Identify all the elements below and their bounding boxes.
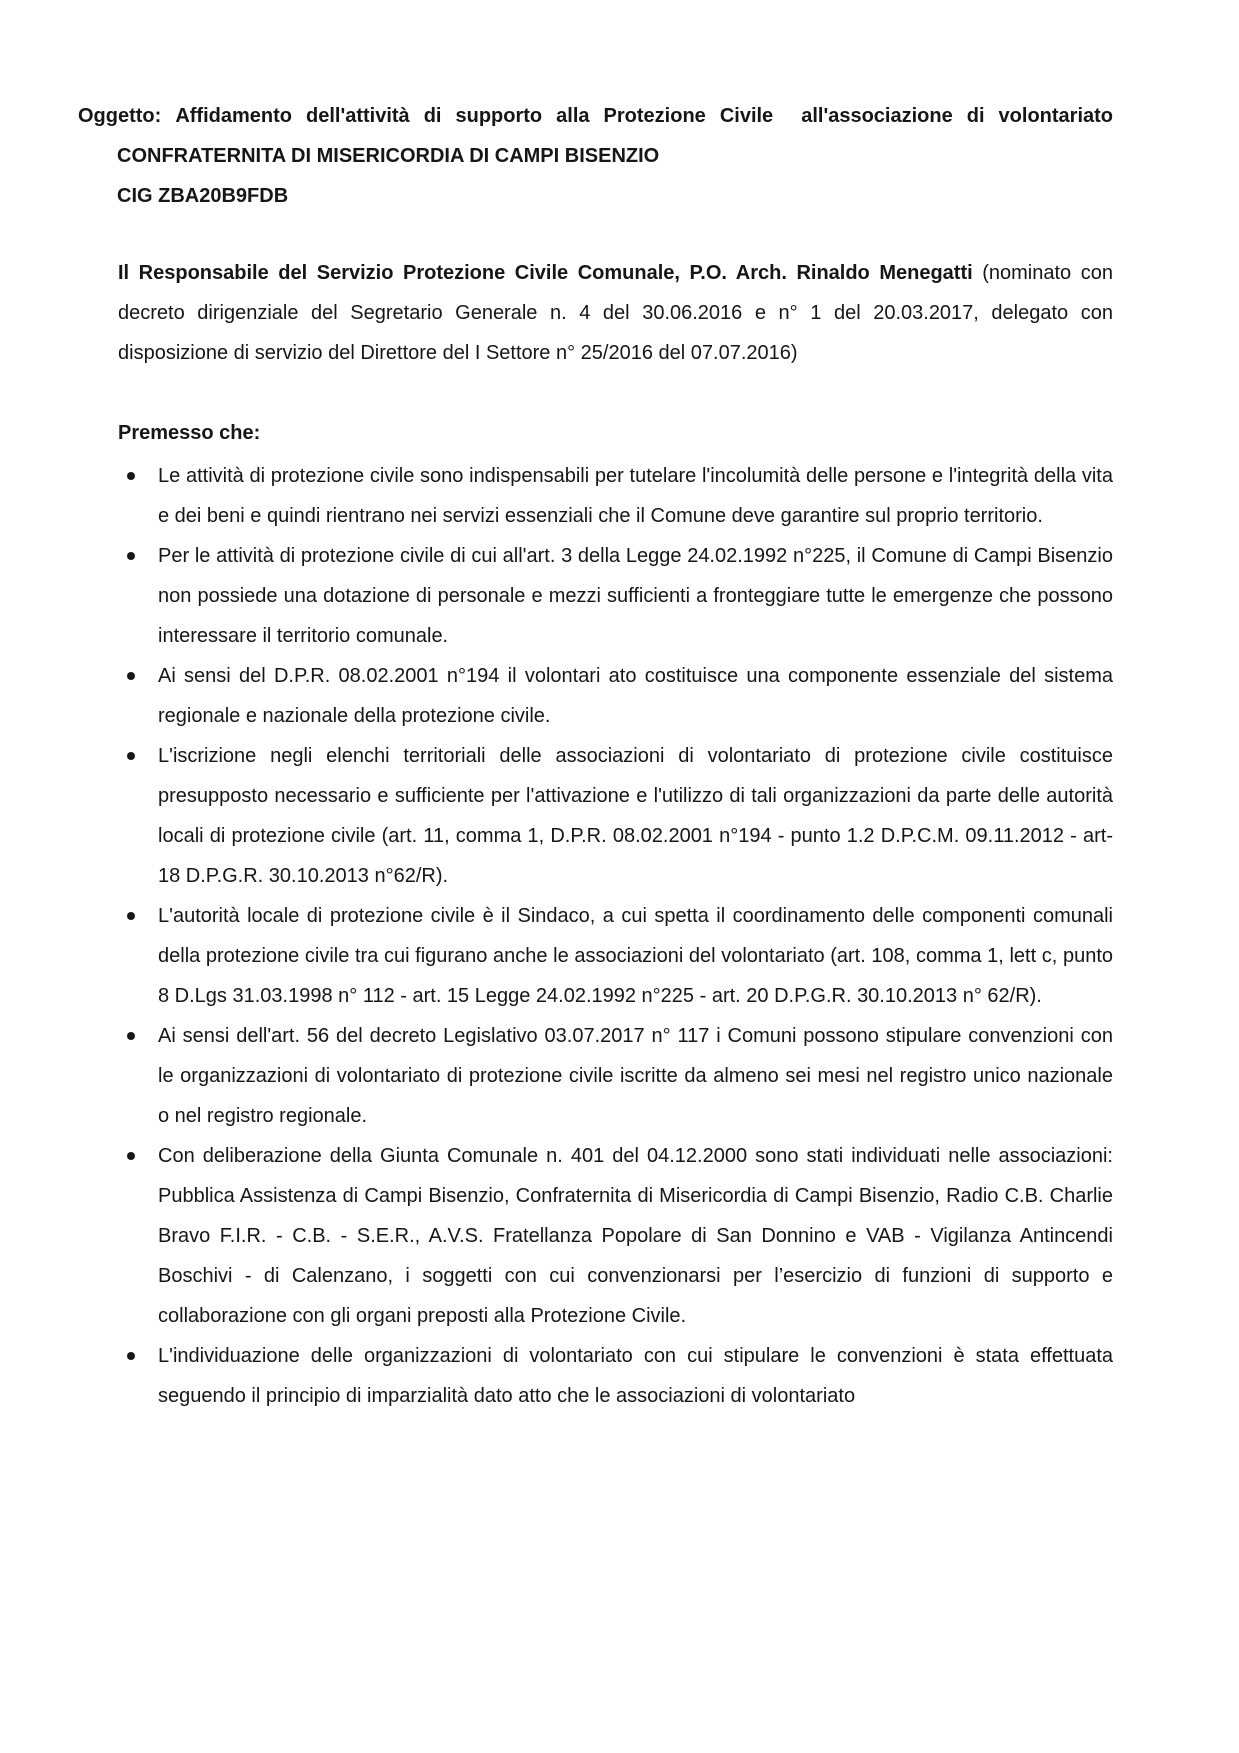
bullet-icon [127,552,135,560]
bullet-icon [127,472,135,480]
premise-text: L'individuazione delle organizzazioni di volontariato con cui stipulare le convenzioni è stata effettuata seguendo il principio di imparzialità dato atto che le associazioni di volontariato [158,1345,1113,1407]
premise-item [125,1336,1113,1416]
premise-text: Per le attività di protezione civile di cui all'art. 3 della Legge 24.02.1992 n°225, il Comune di Campi Bisenzio non possiede una dotazione di personale e mezzi sufficienti a fronteggiare tutte le emergenze che possono interessare il territorio comunale. [158,545,1113,647]
premise-text: Ai sensi dell'art. 56 del decreto Legislativo 03.07.2017 n° 117 i Comuni possono stipulare convenzioni con le organizzazioni di volontariato di protezione civile iscritte da almeno sei mesi nel registro unico nazionale o nel registro regionale. [158,1025,1113,1127]
cig-line: CIG ZBA20B9FDB [117,185,289,207]
bullet-icon [127,1152,135,1160]
premise-item [125,1136,1113,1336]
premise-text: Con deliberazione della Giunta Comunale n. 401 del 04.12.2000 sono stati individuati nelle associazioni: Pubblica Assistenza di Campi Bisenzio, Confraternita di Misericordia di Campi Bisenzio, Radio C.B. Charlie Bravo F.I.R. - C.B. - S.E.R., A.V.S. Fratellanza Popolare di San Donnino e VAB - Vigilanza Antincendi Boschivi - di Calenzano, i soggetti con cui convenzionarsi per l’esercizio di funzioni di supporto e collaborazione con gli organi preposti alla Protezione Civile. [158,1145,1113,1327]
premise-heading: Premesso che: [118,422,261,444]
bullet-icon [127,672,135,680]
premise-item [125,896,1113,1016]
responsible-title: Il Responsabile del Servizio Protezione Civile Comunale, P.O. Arch. Rinaldo Menegatti [118,262,973,284]
premise-list [125,456,1113,1416]
bullet-icon [127,752,135,760]
premise-item [125,656,1113,736]
subject-paragraph [78,96,1113,176]
premise-item [125,456,1113,536]
premise-text: L'autorità locale di protezione civile è il Sindaco, a cui spetta il coordinamento delle componenti comunali della protezione civile tra cui figurano anche le associazioni del volontariato (art. 108, comma 1, lett c, punto 8 D.Lgs 31.03.1998 n° 112 - art. 15 Legge 24.02.1992 n°225 - art. 20 D.P.G.R. 30.10.2013 n° 62/R). [158,905,1113,1007]
subject-label: Oggetto: [78,105,162,127]
responsible-details: (nominato con decreto dirigenziale del Segretario Generale n. 4 del 30.06.2016 e n° 1 del 20.03.2017, delegato con disposizione di servizio del Direttore del I Settore n° 25/2016 del 07.07.2016) [118,262,1113,364]
premise-item [125,736,1113,896]
premise-text: Le attività di protezione civile sono indispensabili per tutelare l'incolumità delle persone e l'integrità della vita e dei beni e quindi rientrano nei servizi essenziali che il Comune deve garantire sul proprio territorio. [158,465,1113,527]
premise-text: Ai sensi del D.P.R. 08.02.2001 n°194 il volontari ato costituisce una componente essenziale del sistema regionale e nazionale della protezione civile. [158,665,1113,727]
responsible-paragraph [118,253,1113,373]
premise-text: L'iscrizione negli elenchi territoriali delle associazioni di volontariato di protezione civile costituisce presupposto necessario e sufficiente per l'attivazione e l'utilizzo di tali organizzazioni da parte delle autorità locali di protezione civile (art. 11, comma 1, D.P.R. 08.02.2001 n°194 - punto 1.2 D.P.C.M. 09.11.2012 - art- 18 D.P.G.R. 30.10.2013 n°62/R). [158,745,1113,887]
premise-item [125,1016,1113,1136]
bullet-icon [127,1032,135,1040]
premise-item [125,536,1113,656]
bullet-icon [127,912,135,920]
bullet-icon [127,1352,135,1360]
subject-text: Affidamento dell'attività di supporto alla Protezione Civile all'associazione di volontariato CONFRATERNITA DI MISERICORDIA DI CAMPI BISENZIO [117,105,1113,167]
